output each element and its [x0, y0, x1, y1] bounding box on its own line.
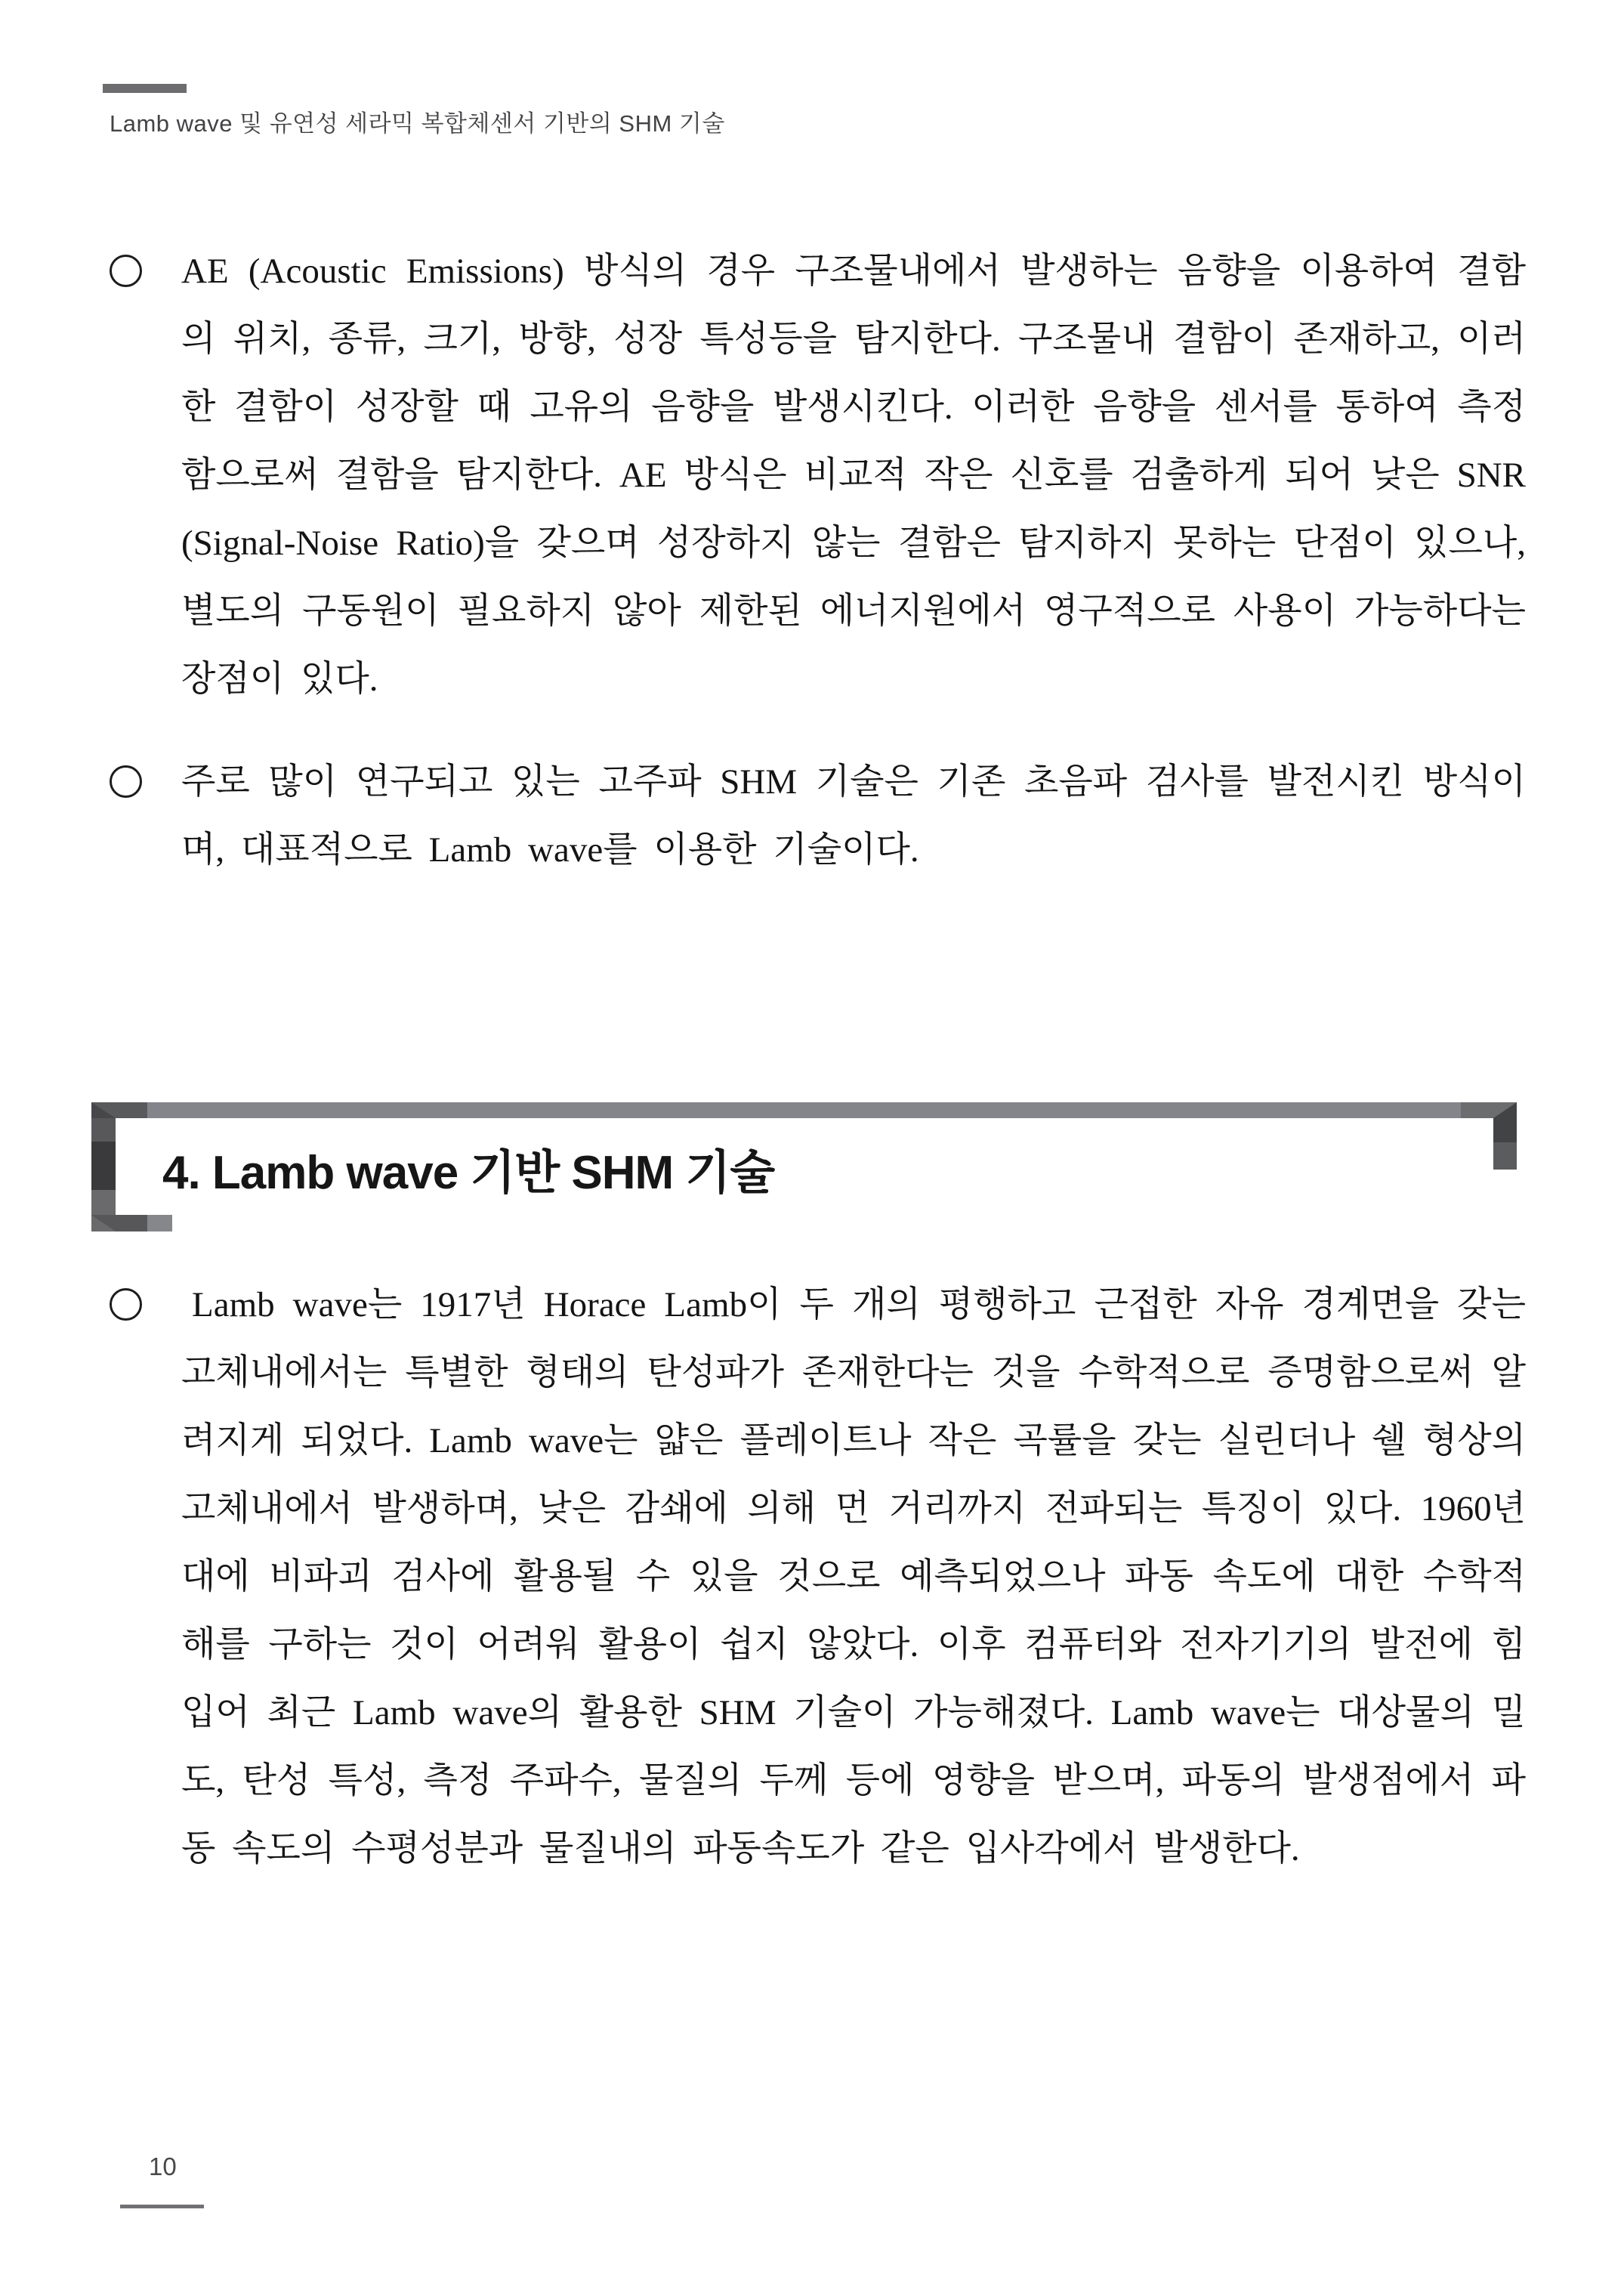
footer-rule — [120, 2205, 204, 2208]
frame-right-bar-segment-2 — [1493, 1142, 1517, 1170]
paragraph-text: AE (Acoustic Emissions) 방식의 경우 구조물내에서 발생하는 음향을 이용하여 결함의 위치, 종류, 크기, 방향, 성장 특성등을 탐지한다. 구조물내 결함이 존재하고, 이러한 결함이 성장할 때 고유의 음향을 발생시킨다. 이러한 음향을 센서를 통하여 측정함으로써 결함을 탐지한다. AE 방식은 비교적 작은 신호를 검출하게 되어 낮은 SNR (Signal-Noise Ratio)을 갖으며 성장하지 않는 결함은 탐지하지 못하는 단점이 있으나, 별도의 구동원이 필요하지 않아 제한된 에너지원에서 영구적으로 사용이 가능하다는 장점이 있다. — [181, 252, 1526, 699]
document-header-title: Lamb wave 및 유연성 세라믹 복합체센서 기반의 SHM 기술 — [110, 110, 725, 137]
frame-top-bar — [147, 1102, 1461, 1118]
circle-bullet-icon — [110, 1288, 142, 1321]
frame-bottom-foot-tail — [147, 1215, 172, 1231]
bullet-paragraph-ae — [110, 237, 1526, 713]
frame-right-bar-segment-1 — [1493, 1118, 1517, 1142]
page-number: 10 — [149, 2152, 177, 2180]
frame-left-bar-segment-1 — [91, 1118, 116, 1142]
paragraph-text: 주로 많이 연구되고 있는 고주파 SHM 기술은 기존 초음파 검사를 발전시킨 방식이며, 대표적으로 Lamb wave를 이용한 기술이다. — [181, 762, 1526, 870]
bullet-paragraph-lamb-wave — [110, 1271, 1526, 1883]
frame-left-bar-segment-2 — [91, 1142, 116, 1190]
header-accent-bar — [103, 84, 187, 93]
circle-bullet-icon — [110, 765, 142, 798]
bullet-paragraph-shm — [110, 748, 1526, 884]
circle-bullet-icon — [110, 255, 142, 287]
frame-left-bar-segment-3 — [91, 1190, 116, 1215]
paragraph-text: Lamb wave는 1917년 Horace Lamb이 두 개의 평행하고 근접한 자유 경계면을 갖는 고체내에서는 특별한 형태의 탄성파가 존재한다는 것을 수학적으로 증명함으로써 알려지게 되었다. Lamb wave는 얇은 플레이트나 작은 곡률을 갖는 실린더나 쉘 형상의 고체내에서 발생하며, 낮은 감쇄에 의해 먼 거리까지 전파되는 특징이 있다. 1960년대에 비파괴 검사에 활용될 수 있을 것으로 예측되었으나 파동 속도에 대한 수학적 해를 구하는 것이 어려워 활용이 쉽지 않았다. 이후 컴퓨터와 전자기기의 발전에 힘입어 최근 Lamb wave의 활용한 SHM 기술이 가능해졌다. Lamb wave는 대상물의 밀도, 탄성 특성, 측정 주파수, 물질의 두께 등에 영향을 받으며, 파동의 발생점에서 파동 속도의 수평성분과 물질내의 파동속도가 같은 입사각에서 발생한다. — [181, 1285, 1526, 1868]
section-heading: 4. Lamb wave 기반 SHM 기술 — [162, 1147, 775, 1199]
